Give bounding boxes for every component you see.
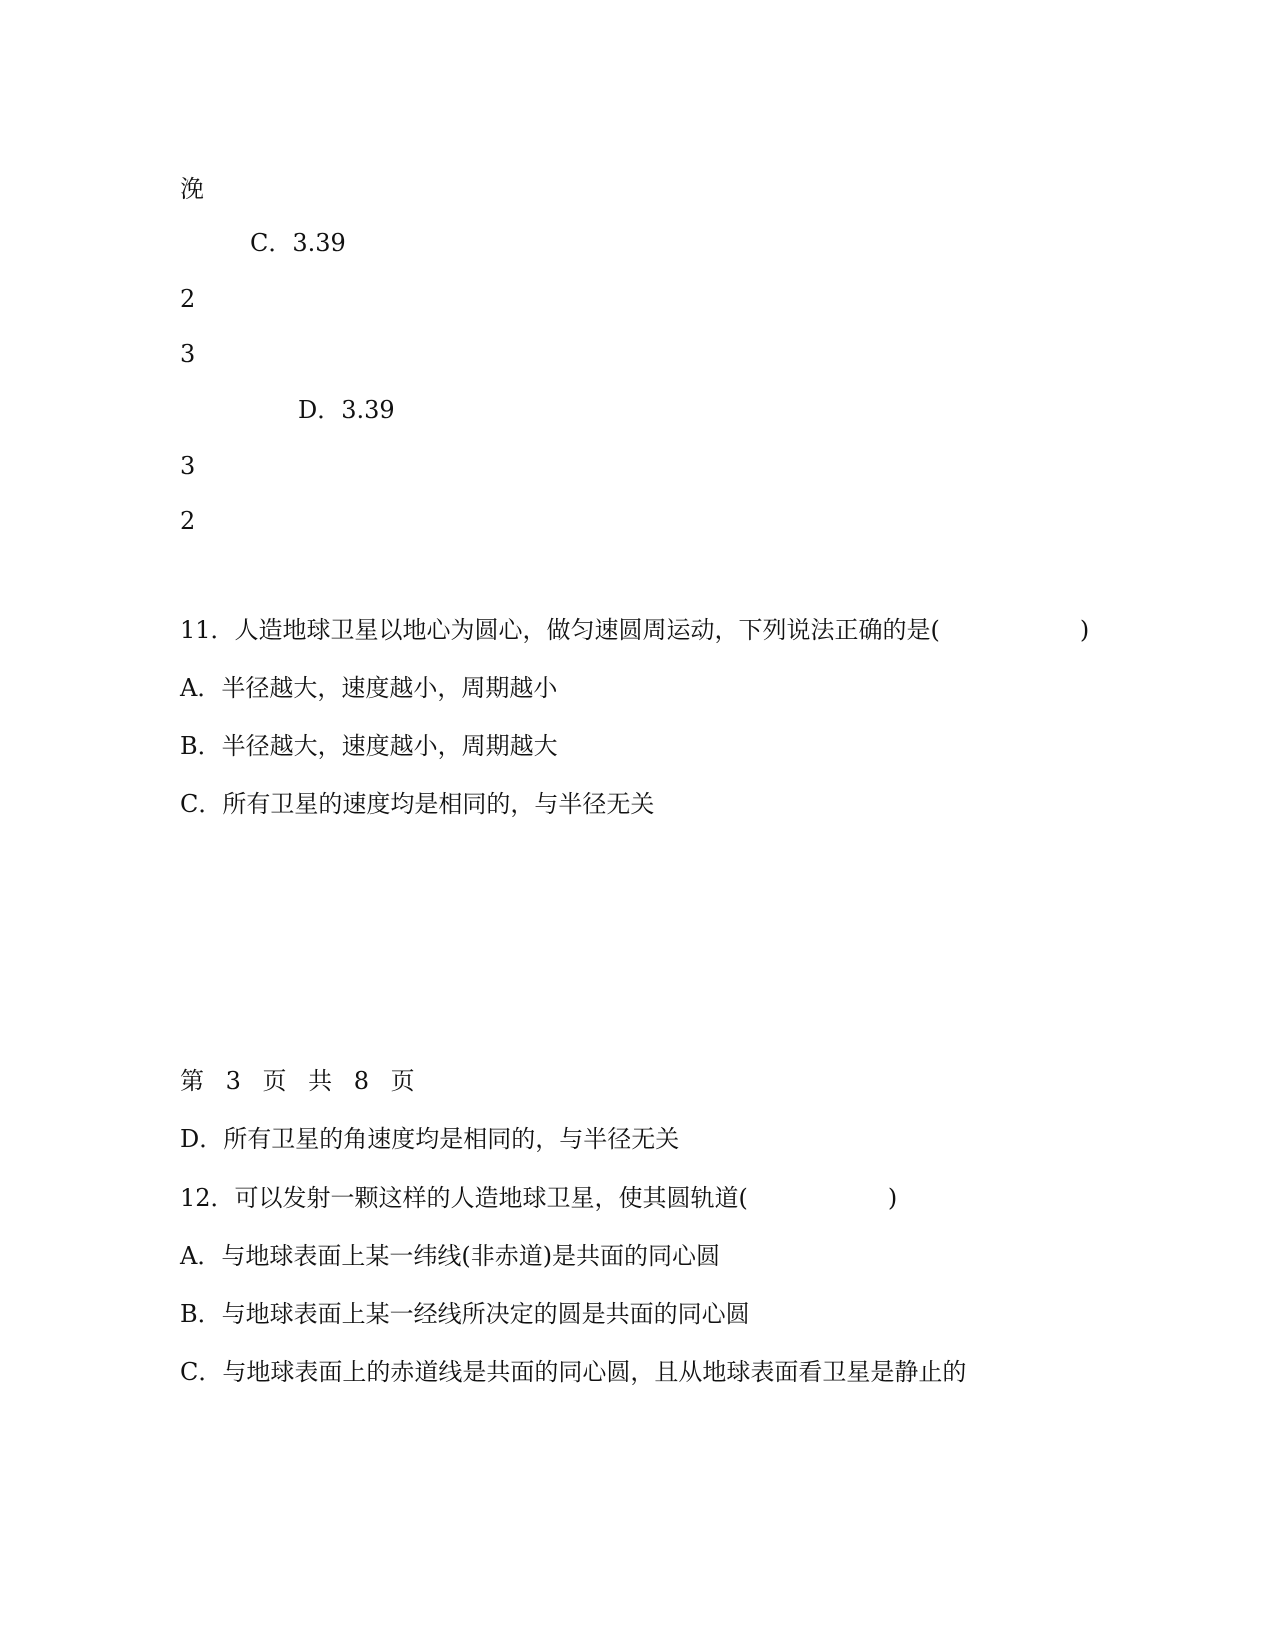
question-11-option-c: C．所有卫星的速度均是相同的，与半径无关 <box>180 790 655 818</box>
fragment-digit: 3 <box>180 452 196 480</box>
page-number-footer: 第 3 页 共 8 页 <box>180 1067 415 1095</box>
question-11-option-a: A．半径越大，速度越小，周期越小 <box>180 674 558 702</box>
option-fragment-d: D．3.39 <box>298 396 395 424</box>
question-12-option-a: A．与地球表面上某一纬线(非赤道)是共面的同心圆 <box>180 1242 721 1270</box>
question-11-stem: 11．人造地球卫星以地心为圆心，做匀速圆周运动，下列说法正确的是( <box>180 616 940 644</box>
question-12-option-b: B．与地球表面上某一经线所决定的圆是共面的同心圆 <box>180 1300 750 1328</box>
question-12-stem-row <box>180 1183 897 1213</box>
option-fragment-c: C．3.39 <box>250 229 346 257</box>
fragment-digit: 2 <box>180 507 196 535</box>
fragment-text: 浼 <box>180 175 204 203</box>
question-12-close-paren: ) <box>887 1184 898 1212</box>
question-11-stem-row <box>180 615 1089 645</box>
question-12-option-c: C．与地球表面上的赤道线是共面的同心圆，且从地球表面看卫星是静止的 <box>180 1358 967 1386</box>
question-11-close-paren: ) <box>1079 616 1090 644</box>
fragment-digit: 3 <box>180 340 196 368</box>
fragment-digit: 2 <box>180 285 196 313</box>
question-12-stem: 12．可以发射一颗这样的人造地球卫星，使其圆轨道( <box>180 1184 748 1212</box>
question-11-option-b: B．半径越大，速度越小，周期越大 <box>180 732 558 760</box>
question-11-option-d: D．所有卫星的角速度均是相同的，与半径无关 <box>180 1125 680 1153</box>
